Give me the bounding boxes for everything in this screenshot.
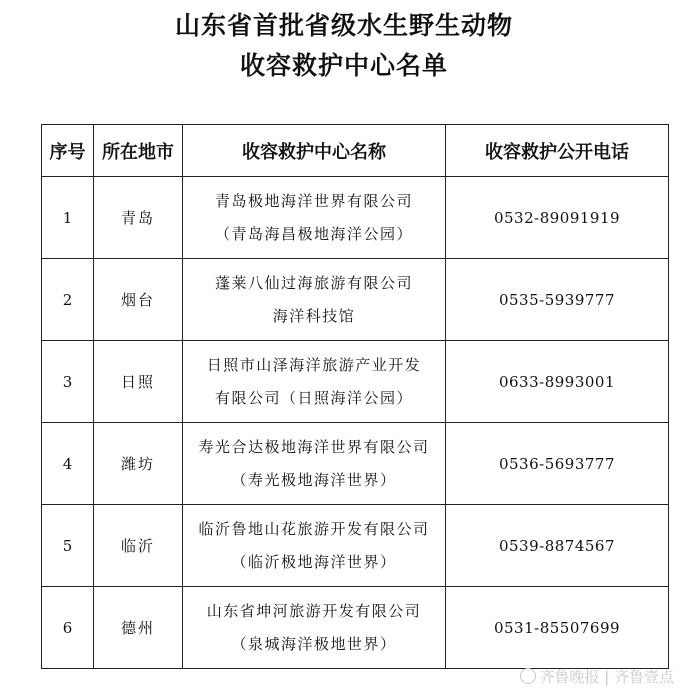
source-watermark	[520, 666, 674, 687]
header-phone: 收容救护公开电话	[446, 125, 669, 177]
header-city: 所在地市	[94, 125, 183, 177]
row-city: 烟台	[94, 259, 183, 341]
center-name-line1: 寿光合达极地海洋世界有限公司	[198, 437, 430, 456]
row-center-name	[183, 341, 446, 423]
table-header-row	[42, 125, 669, 177]
page-title-line1: 山东省首批省级水生野生动物	[174, 11, 513, 40]
row-phone: 0535-5939777	[446, 259, 669, 341]
header-index: 序号	[42, 125, 94, 177]
row-index: 2	[42, 259, 94, 341]
center-name-line1: 临沂鲁地山花旅游开发有限公司	[198, 519, 430, 538]
row-center-name	[183, 423, 446, 505]
center-name-line1: 蓬莱八仙过海旅游有限公司	[214, 273, 413, 292]
row-center-name	[183, 259, 446, 341]
table-row	[42, 259, 669, 341]
table-row	[42, 423, 669, 505]
header-center-name: 收容救护中心名称	[183, 125, 446, 177]
center-name-line1: 山东省坤河旅游开发有限公司	[206, 601, 422, 620]
row-center-name	[183, 177, 446, 259]
watermark-text: 齐鲁晚报 | 齐鲁壹点	[539, 668, 674, 686]
center-name-line2: （青岛海昌极地海洋公园）	[214, 224, 413, 243]
row-phone: 0531-85507699	[446, 587, 669, 669]
table-row	[42, 587, 669, 669]
row-index: 4	[42, 423, 94, 505]
row-index: 6	[42, 587, 94, 669]
page-title-line2: 收容救护中心名单	[239, 51, 448, 80]
center-name-line1: 日照市山泽海洋旅游产业开发	[206, 355, 422, 374]
table-row	[42, 177, 669, 259]
center-name-line2: （泉城海洋极地世界）	[231, 634, 397, 653]
row-index: 3	[42, 341, 94, 423]
table-row	[42, 505, 669, 587]
row-city: 日照	[94, 341, 183, 423]
row-phone: 0536-5693777	[446, 423, 669, 505]
center-name-line2: （寿光极地海洋世界）	[231, 470, 397, 489]
center-name-line2: 有限公司（日照海洋公园）	[214, 388, 413, 407]
row-phone: 0633-8993001	[446, 341, 669, 423]
table-row	[42, 341, 669, 423]
row-city: 青岛	[94, 177, 183, 259]
weibo-icon	[520, 668, 536, 684]
row-city: 临沂	[94, 505, 183, 587]
row-center-name	[183, 587, 446, 669]
row-city: 德州	[94, 587, 183, 669]
row-index: 1	[42, 177, 94, 259]
rescue-center-table	[41, 124, 669, 669]
center-name-line2: 海洋科技馆	[272, 306, 356, 325]
center-name-line1: 青岛极地海洋世界有限公司	[214, 191, 413, 210]
row-index: 5	[42, 505, 94, 587]
center-name-line2: （临沂极地海洋世界）	[231, 552, 397, 571]
row-phone: 0539-8874567	[446, 505, 669, 587]
row-center-name	[183, 505, 446, 587]
row-city: 潍坊	[94, 423, 183, 505]
row-phone: 0532-89091919	[446, 177, 669, 259]
